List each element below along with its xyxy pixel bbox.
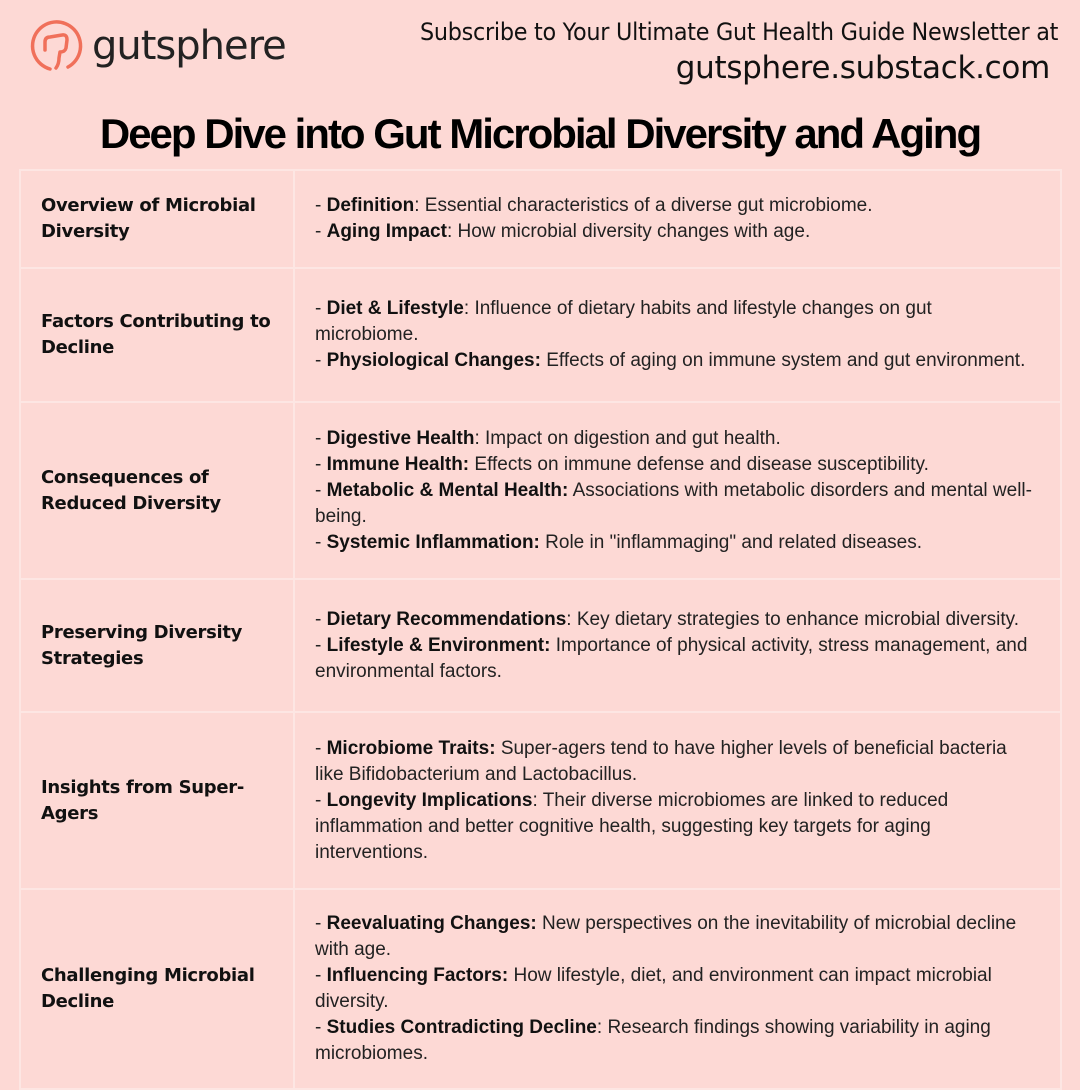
table-row — [20, 889, 1061, 1089]
bullet-text: Research findings showing variability in aging microbiomes. — [315, 1017, 991, 1064]
bullet-term: Digestive Health — [326, 427, 475, 449]
subscribe-link[interactable]: gutsphere.substack.com — [675, 50, 1050, 86]
topic-cell: Insights from Super-Agers — [20, 712, 294, 889]
bullet-item: - Physiological Changes: Effects of aging on immune system and gut environment. — [315, 350, 1026, 371]
logo — [28, 18, 286, 74]
bullet-term: Immune Health: — [326, 453, 470, 475]
bullet-term: Aging Impact — [326, 221, 447, 242]
bullet-text: Key dietary strategies to enhance microbial diversity. — [576, 608, 1019, 630]
bullet-term: Influencing Factors: — [326, 965, 509, 986]
bullet-item: - Studies Contradicting Decline: Research findings showing variability in aging microbiomes. — [315, 1017, 991, 1064]
bullet-item: - Aging Impact: How microbial diversity changes with age. — [315, 221, 811, 242]
bullet-text: Effects of aging on immune system and gut environment. — [546, 350, 1026, 371]
bullet-text: Super-agers tend to have higher levels of beneficial bacteria like Bifidobacterium and Lactobacillus. — [315, 737, 1007, 785]
bullet-item: - Dietary Recommendations: Key dietary strategies to enhance microbial diversity. — [315, 608, 1019, 630]
topic-cell: Consequences of Reduced Diversity — [20, 402, 294, 579]
bullet-item: - Reevaluating Changes: New perspectives on the inevitability of microbial decline with age. — [315, 913, 1017, 960]
topic-cell: Challenging Microbial Decline — [20, 889, 294, 1089]
bullet-text: Their diverse microbiomes are linked to reduced inflammation and better cognitive health, suggesting key targets for aging interventions. — [315, 789, 949, 863]
logo-text: gutsphere — [92, 23, 286, 69]
bullet-item: - Metabolic & Mental Health: Associations with metabolic disorders and mental well-being. — [315, 479, 1032, 527]
topic-cell: Preserving Diversity Strategies — [20, 579, 294, 712]
bullet-item: - Definition: Essential characteristics of a diverse gut microbiome. — [315, 195, 873, 216]
bullet-sep: : — [596, 1017, 608, 1038]
bullet-text: Impact on digestion and gut health. — [485, 427, 781, 449]
topics-table — [19, 169, 1062, 1090]
detail-cell — [294, 170, 1061, 268]
bullet-text: How lifestyle, diet, and environment can impact microbial diversity. — [315, 965, 992, 1012]
bullet-item: - Diet & Lifestyle: Influence of dietary habits and lifestyle changes on gut microbiome. — [315, 298, 932, 345]
bullet-item: - Microbiome Traits: Super-agers tend to have higher levels of beneficial bacteria like Bifidobacterium and Lactobacillus. — [315, 737, 1007, 785]
bullet-term: Studies Contradicting Decline — [326, 1017, 597, 1038]
bullet-term: Definition — [326, 195, 415, 216]
detail-cell — [294, 402, 1061, 579]
bullet-text: Effects on immune defense and disease susceptibility. — [474, 453, 929, 475]
detail-cell — [294, 579, 1061, 712]
table-row — [20, 712, 1061, 889]
bullet-text: Role in "inflammaging" and related diseases. — [545, 531, 922, 553]
subscribe-text: Subscribe to Your Ultimate Gut Health Guide Newsletter at — [419, 18, 1058, 46]
subscribe-block — [372, 18, 1058, 86]
table-row — [20, 579, 1061, 712]
bullet-sep: : — [474, 427, 485, 449]
bullet-text: New perspectives on the inevitability of microbial decline with age. — [315, 913, 1017, 960]
bullet-sep: : — [463, 298, 475, 319]
bullet-text: Influence of dietary habits and lifestyle changes on gut microbiome. — [315, 298, 932, 345]
bullet-item: - Influencing Factors: How lifestyle, diet, and environment can impact microbial diversity. — [315, 965, 992, 1012]
header — [0, 0, 1080, 105]
bullet-sep: : — [414, 195, 425, 216]
bullet-term: Longevity Implications — [326, 789, 533, 811]
table-row — [20, 402, 1061, 579]
detail-cell — [294, 712, 1061, 889]
bullet-term: Dietary Recommendations — [326, 608, 567, 630]
page-title: Deep Dive into Gut Microbial Diversity and Aging — [99, 110, 981, 157]
bullet-sep: : — [446, 221, 458, 242]
bullet-term: Metabolic & Mental Health: — [326, 479, 569, 501]
bullet-item: - Immune Health: Effects on immune defense and disease susceptibility. — [315, 453, 929, 475]
bullet-text: Importance of physical activity, stress management, and environmental factors. — [315, 634, 1028, 682]
bullet-item: - Digestive Health: Impact on digestion and gut health. — [315, 427, 781, 449]
gut-circle-icon — [28, 18, 84, 74]
topic-cell: Overview of Microbial Diversity — [20, 170, 294, 268]
table-row — [20, 268, 1061, 402]
bullet-term: Systemic Inflammation: — [326, 531, 540, 553]
topic-cell: Factors Contributing to Decline — [20, 268, 294, 402]
bullet-text: How microbial diversity changes with age. — [457, 221, 811, 242]
bullet-term: Microbiome Traits: — [326, 737, 496, 759]
bullet-sep: : — [532, 789, 543, 811]
bullet-item: - Systemic Inflammation: Role in "inflammaging" and related diseases. — [315, 531, 922, 553]
bullet-term: Physiological Changes: — [326, 350, 541, 371]
table-row — [20, 170, 1061, 268]
bullet-term: Reevaluating Changes: — [326, 913, 537, 934]
bullet-sep: : — [566, 608, 577, 630]
bullet-term: Diet & Lifestyle — [326, 298, 464, 319]
bullet-item: - Lifestyle & Environment: Importance of physical activity, stress management, and environmental factors. — [315, 634, 1028, 682]
bullet-text: Essential characteristics of a diverse gut microbiome. — [424, 195, 873, 216]
detail-cell — [294, 889, 1061, 1089]
bullet-term: Lifestyle & Environment: — [326, 634, 551, 656]
bullet-item: - Longevity Implications: Their diverse microbiomes are linked to reduced inflammation and better cognitive health, suggesting key targets for aging interventions. — [315, 789, 949, 863]
bullet-text: Associations with metabolic disorders and mental well-being. — [315, 479, 1032, 527]
detail-cell — [294, 268, 1061, 402]
